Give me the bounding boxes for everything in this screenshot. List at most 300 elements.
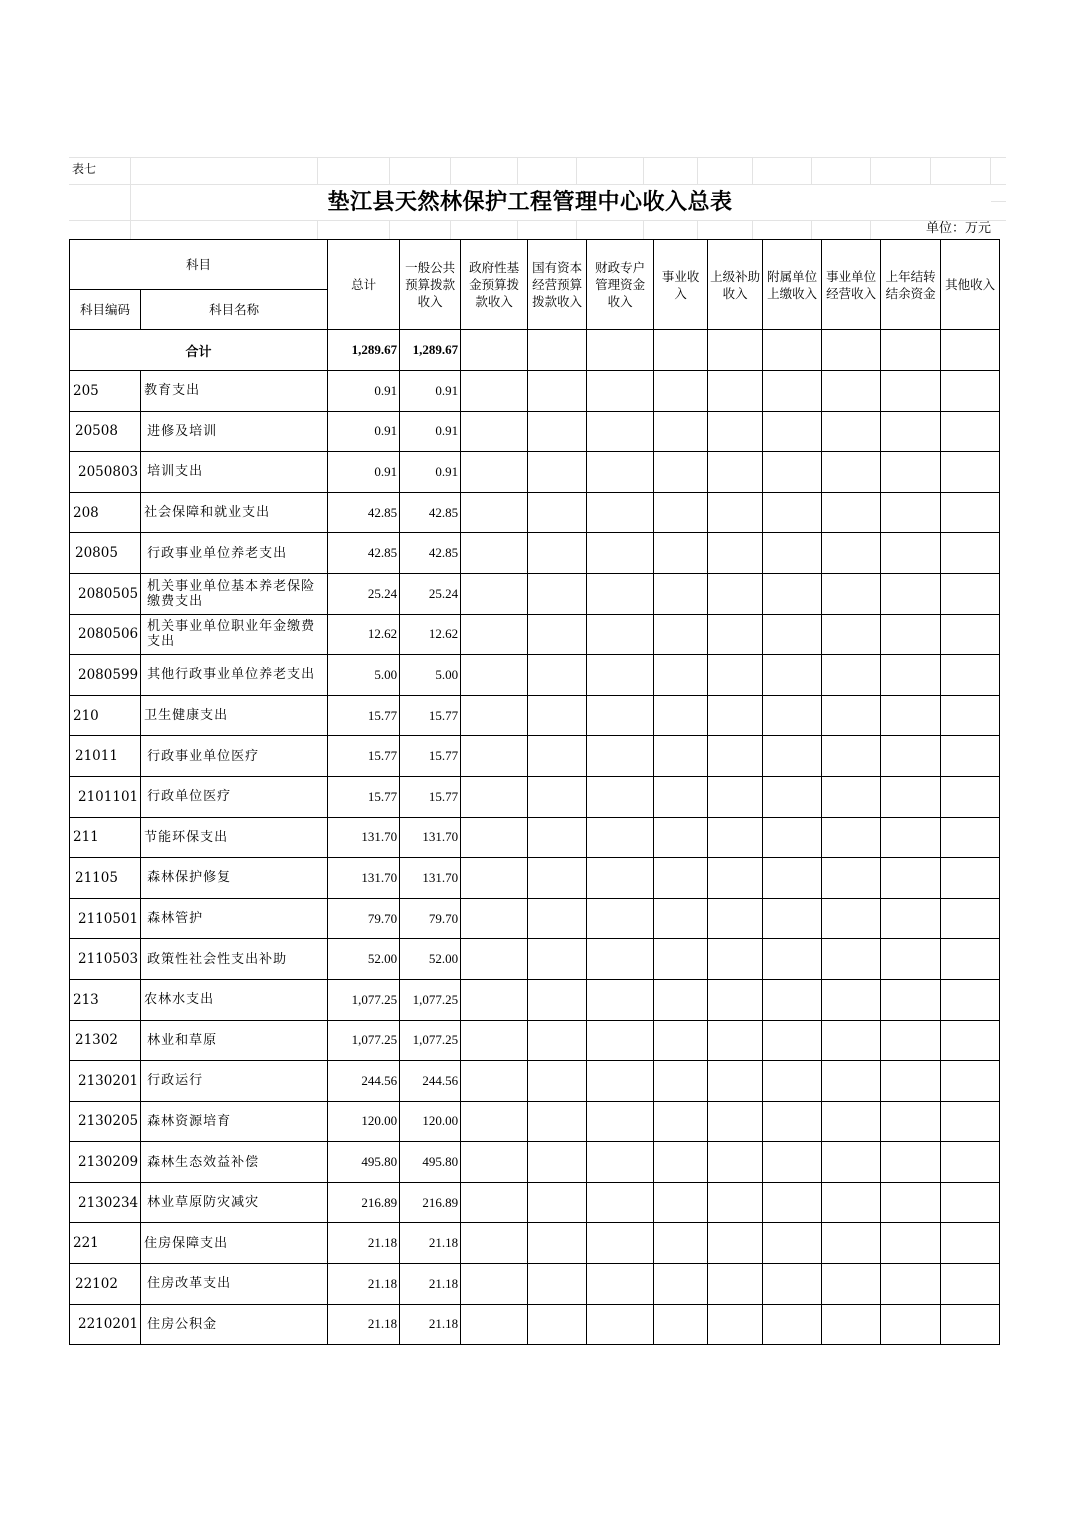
row-total: 244.56 [328, 1061, 400, 1102]
empty-cell [528, 573, 587, 614]
empty-cell [763, 736, 822, 777]
empty-cell [881, 736, 941, 777]
empty-cell [941, 655, 1000, 696]
empty-cell [941, 452, 1000, 493]
row-code: 2130209 [70, 1142, 141, 1183]
empty-cell [587, 492, 654, 533]
empty-cell [654, 1020, 708, 1061]
empty-cell [822, 898, 881, 939]
empty-cell [822, 776, 881, 817]
empty-cell [587, 614, 654, 655]
empty-cell [461, 695, 528, 736]
row-general-budget: 0.91 [400, 452, 461, 493]
empty-cell [941, 1101, 1000, 1142]
empty-cell [528, 614, 587, 655]
row-name: 机关事业单位职业年金缴费支出 [141, 614, 328, 655]
row-total: 79.70 [328, 898, 400, 939]
header-fiscal-special: 财政专户管理资金收入 [587, 240, 654, 330]
empty-cell [528, 533, 587, 574]
row-general-budget: 42.85 [400, 492, 461, 533]
empty-cell [763, 492, 822, 533]
row-name: 林业草原防灾减灾 [141, 1182, 328, 1223]
table-row [70, 655, 1000, 696]
row-general-budget: 5.00 [400, 655, 461, 696]
empty-cell [941, 898, 1000, 939]
empty-cell [941, 1061, 1000, 1102]
empty-cell [822, 411, 881, 452]
empty-cell [763, 1182, 822, 1223]
row-name: 社会保障和就业支出 [141, 492, 328, 533]
table-row [70, 776, 1000, 817]
empty-cell [881, 573, 941, 614]
empty-cell [528, 1142, 587, 1183]
empty-cell [461, 1020, 528, 1061]
table-row [70, 1264, 1000, 1305]
empty-cell [881, 1101, 941, 1142]
row-code: 208 [70, 492, 141, 533]
empty-cell [708, 695, 763, 736]
empty-cell [461, 573, 528, 614]
empty-cell [587, 1304, 654, 1345]
empty-cell [587, 695, 654, 736]
empty-cell [654, 1182, 708, 1223]
row-code: 20508 [70, 411, 141, 452]
empty-cell [708, 533, 763, 574]
empty-cell [941, 1182, 1000, 1223]
empty-cell [654, 411, 708, 452]
empty-cell [461, 1223, 528, 1264]
row-total: 21.18 [328, 1264, 400, 1305]
empty-cell [528, 736, 587, 777]
table-row [70, 817, 1000, 858]
empty-cell [708, 736, 763, 777]
empty-cell [528, 411, 587, 452]
row-code: 210 [70, 695, 141, 736]
empty-cell [587, 1061, 654, 1102]
empty-cell [587, 1020, 654, 1061]
header-subject-name: 科目名称 [141, 290, 328, 330]
empty-cell [822, 979, 881, 1020]
row-general-budget: 79.70 [400, 898, 461, 939]
empty-cell [528, 371, 587, 412]
empty-cell [587, 979, 654, 1020]
empty-cell [763, 1020, 822, 1061]
empty-cell [941, 858, 1000, 899]
empty-cell [654, 1061, 708, 1102]
row-name: 住房改革支出 [141, 1264, 328, 1305]
table-row [70, 898, 1000, 939]
row-code: 21011 [70, 736, 141, 777]
empty-cell [763, 1223, 822, 1264]
total-row [70, 330, 1000, 371]
empty-cell [881, 776, 941, 817]
empty-cell [763, 1304, 822, 1345]
row-general-budget: 131.70 [400, 858, 461, 899]
empty-cell [708, 979, 763, 1020]
row-name: 机关事业单位基本养老保险缴费支出 [141, 573, 328, 614]
empty-cell [881, 655, 941, 696]
row-name: 其他行政事业单位养老支出 [141, 655, 328, 696]
empty-cell [528, 1304, 587, 1345]
empty-cell [881, 533, 941, 574]
empty-cell [941, 371, 1000, 412]
table-row [70, 533, 1000, 574]
empty-cell [461, 898, 528, 939]
row-name: 行政事业单位养老支出 [141, 533, 328, 574]
table-row [70, 371, 1000, 412]
empty-cell [708, 573, 763, 614]
row-general-budget: 12.62 [400, 614, 461, 655]
empty-cell [881, 817, 941, 858]
empty-cell [587, 776, 654, 817]
row-total: 120.00 [328, 1101, 400, 1142]
row-name: 森林保护修复 [141, 858, 328, 899]
empty-cell [763, 939, 822, 980]
empty-cell [528, 939, 587, 980]
row-total: 42.85 [328, 533, 400, 574]
empty-cell [822, 695, 881, 736]
empty-cell [763, 533, 822, 574]
empty-cell [708, 655, 763, 696]
empty-cell [587, 1182, 654, 1223]
empty-cell [941, 817, 1000, 858]
empty-cell [763, 614, 822, 655]
empty-cell [461, 817, 528, 858]
empty-cell [528, 492, 587, 533]
empty-cell [461, 492, 528, 533]
empty-cell [822, 492, 881, 533]
empty-cell [941, 1264, 1000, 1305]
row-name: 森林资源培育 [141, 1101, 328, 1142]
empty-cell [881, 411, 941, 452]
row-total: 216.89 [328, 1182, 400, 1223]
empty-cell [708, 1223, 763, 1264]
row-name: 教育支出 [141, 371, 328, 412]
empty-cell [941, 1020, 1000, 1061]
empty-cell [528, 898, 587, 939]
empty-cell [587, 1101, 654, 1142]
empty-cell [654, 817, 708, 858]
table-row [70, 492, 1000, 533]
row-total: 15.77 [328, 695, 400, 736]
empty-cell [461, 858, 528, 899]
empty-cell [654, 939, 708, 980]
empty-cell [822, 614, 881, 655]
empty-cell [528, 655, 587, 696]
header-gov-fund: 政府性基金预算拨款收入 [461, 240, 528, 330]
row-general-budget: 21.18 [400, 1264, 461, 1305]
row-total: 25.24 [328, 573, 400, 614]
empty-cell [708, 1020, 763, 1061]
row-general-budget: 1,077.25 [400, 979, 461, 1020]
empty-cell [941, 1304, 1000, 1345]
empty-cell [941, 1142, 1000, 1183]
empty-cell [708, 817, 763, 858]
row-code: 20805 [70, 533, 141, 574]
empty-cell [881, 452, 941, 493]
row-name: 住房保障支出 [141, 1223, 328, 1264]
empty-cell [881, 371, 941, 412]
empty-cell [461, 411, 528, 452]
empty-cell [587, 939, 654, 980]
row-total: 495.80 [328, 1142, 400, 1183]
empty-cell [708, 1304, 763, 1345]
empty-cell [708, 776, 763, 817]
empty-cell [654, 1264, 708, 1305]
row-total: 5.00 [328, 655, 400, 696]
empty-cell [763, 1142, 822, 1183]
row-name: 森林管护 [141, 898, 328, 939]
table-row [70, 736, 1000, 777]
empty-cell [763, 371, 822, 412]
row-name: 政策性社会性支出补助 [141, 939, 328, 980]
row-code: 2110503 [70, 939, 141, 980]
empty-cell [822, 736, 881, 777]
row-total: 21.18 [328, 1223, 400, 1264]
row-name: 农林水支出 [141, 979, 328, 1020]
empty-cell [881, 1142, 941, 1183]
empty-cell [654, 776, 708, 817]
header-affiliated-payment: 附属单位上缴收入 [763, 240, 822, 330]
empty-cell [708, 1101, 763, 1142]
empty-cell [654, 898, 708, 939]
row-total: 1,077.25 [328, 1020, 400, 1061]
row-total: 1,077.25 [328, 979, 400, 1020]
empty-cell [822, 533, 881, 574]
header-business-operation: 事业单位经营收入 [822, 240, 881, 330]
empty-cell [881, 979, 941, 1020]
row-general-budget: 52.00 [400, 939, 461, 980]
empty-cell [822, 452, 881, 493]
table-row [70, 979, 1000, 1020]
empty-cell [654, 533, 708, 574]
unit-label: 单位：万元 [925, 221, 991, 236]
table-row [70, 1020, 1000, 1061]
row-general-budget: 1,077.25 [400, 1020, 461, 1061]
empty-cell [941, 776, 1000, 817]
empty-cell [528, 1061, 587, 1102]
empty-cell [763, 776, 822, 817]
row-name: 培训支出 [141, 452, 328, 493]
table-row [70, 411, 1000, 452]
empty-cell [461, 1101, 528, 1142]
row-code: 2110501 [70, 898, 141, 939]
empty-cell [708, 614, 763, 655]
row-general-budget: 0.91 [400, 371, 461, 412]
empty-cell [941, 573, 1000, 614]
row-total: 0.91 [328, 411, 400, 452]
page-title: 垫江县天然林保护工程管理中心收入总表 [327, 189, 733, 215]
empty-cell [763, 573, 822, 614]
row-general-budget: 0.91 [400, 411, 461, 452]
empty-cell [822, 1101, 881, 1142]
empty-cell [587, 736, 654, 777]
empty-cell [587, 1264, 654, 1305]
empty-cell [881, 858, 941, 899]
empty-cell [941, 533, 1000, 574]
empty-cell [822, 817, 881, 858]
row-total: 52.00 [328, 939, 400, 980]
income-summary-table [69, 239, 1000, 1345]
empty-cell [461, 1182, 528, 1223]
empty-cell [708, 452, 763, 493]
empty-cell [941, 411, 1000, 452]
empty-cell [654, 736, 708, 777]
empty-cell [822, 655, 881, 696]
empty-cell [941, 979, 1000, 1020]
empty-cell [881, 1304, 941, 1345]
empty-cell [763, 452, 822, 493]
empty-cell [528, 1020, 587, 1061]
row-general-budget: 15.77 [400, 776, 461, 817]
empty-cell [654, 371, 708, 412]
empty-cell [881, 939, 941, 980]
row-total: 0.91 [328, 452, 400, 493]
empty-cell [941, 492, 1000, 533]
empty-cell [708, 898, 763, 939]
header-total: 总计 [328, 240, 400, 330]
row-code: 2080599 [70, 655, 141, 696]
empty-cell [763, 655, 822, 696]
table-row [70, 1223, 1000, 1264]
empty-cell [881, 1264, 941, 1305]
row-total: 131.70 [328, 858, 400, 899]
row-code: 22102 [70, 1264, 141, 1305]
empty-cell [587, 411, 654, 452]
row-name: 卫生健康支出 [141, 695, 328, 736]
empty-cell [881, 1182, 941, 1223]
header-other-income: 其他收入 [941, 240, 1000, 330]
empty-cell [763, 1061, 822, 1102]
row-code: 2080505 [70, 573, 141, 614]
header-general-budget: 一般公共预算拨款收入 [400, 240, 461, 330]
header-state-capital: 国有资本经营预算拨款收入 [528, 240, 587, 330]
empty-cell [654, 858, 708, 899]
empty-cell [587, 452, 654, 493]
row-total: 0.91 [328, 371, 400, 412]
empty-cell [461, 1142, 528, 1183]
empty-cell [941, 614, 1000, 655]
empty-cell [654, 1223, 708, 1264]
row-code: 213 [70, 979, 141, 1020]
row-general-budget: 131.70 [400, 817, 461, 858]
empty-cell [822, 858, 881, 899]
empty-cell [822, 1264, 881, 1305]
empty-cell [461, 371, 528, 412]
row-code: 2130205 [70, 1101, 141, 1142]
empty-cell [822, 1304, 881, 1345]
table-row [70, 695, 1000, 736]
empty-cell [881, 898, 941, 939]
empty-cell [822, 371, 881, 412]
empty-cell [763, 979, 822, 1020]
header-business-income: 事业收入 [654, 240, 708, 330]
row-name: 行政事业单位医疗 [141, 736, 328, 777]
empty-cell [461, 452, 528, 493]
row-code: 2101101 [70, 776, 141, 817]
empty-cell [654, 695, 708, 736]
header-subject-group: 科目 [70, 240, 328, 290]
table-row [70, 939, 1000, 980]
empty-cell [461, 1304, 528, 1345]
empty-cell [528, 1264, 587, 1305]
row-code: 211 [70, 817, 141, 858]
row-code: 21105 [70, 858, 141, 899]
empty-cell [708, 371, 763, 412]
empty-cell [763, 858, 822, 899]
table-row [70, 1304, 1000, 1345]
table-row [70, 1101, 1000, 1142]
empty-cell [708, 1061, 763, 1102]
empty-cell [461, 979, 528, 1020]
empty-cell [881, 1223, 941, 1264]
empty-cell [587, 1142, 654, 1183]
empty-cell [461, 655, 528, 696]
row-total: 42.85 [328, 492, 400, 533]
row-general-budget: 120.00 [400, 1101, 461, 1142]
empty-cell [654, 1304, 708, 1345]
general-budget-total-cell: 1,289.67 [400, 330, 461, 371]
empty-cell [587, 858, 654, 899]
table-row [70, 573, 1000, 614]
empty-cell [587, 1223, 654, 1264]
empty-cell [587, 655, 654, 696]
empty-cell [654, 979, 708, 1020]
empty-cell [822, 1020, 881, 1061]
empty-cell [461, 1061, 528, 1102]
empty-cell [461, 939, 528, 980]
empty-cell [763, 817, 822, 858]
empty-cell [763, 898, 822, 939]
table-row [70, 1142, 1000, 1183]
row-general-budget: 15.77 [400, 695, 461, 736]
row-name: 行政单位医疗 [141, 776, 328, 817]
empty-cell [654, 1101, 708, 1142]
empty-cell [941, 939, 1000, 980]
row-general-budget: 495.80 [400, 1142, 461, 1183]
empty-cell [941, 695, 1000, 736]
empty-cell [763, 695, 822, 736]
row-name: 行政运行 [141, 1061, 328, 1102]
row-name: 森林生态效益补偿 [141, 1142, 328, 1183]
row-general-budget: 25.24 [400, 573, 461, 614]
empty-cell [654, 452, 708, 493]
row-code: 221 [70, 1223, 141, 1264]
row-code: 205 [70, 371, 141, 412]
empty-cell [822, 939, 881, 980]
empty-cell [708, 939, 763, 980]
empty-cell [881, 695, 941, 736]
empty-cell [881, 614, 941, 655]
table-row [70, 452, 1000, 493]
empty-cell [528, 452, 587, 493]
row-total: 15.77 [328, 736, 400, 777]
empty-cell [763, 411, 822, 452]
empty-cell [822, 1142, 881, 1183]
total-label: 合计 [70, 330, 328, 371]
row-name: 住房公积金 [141, 1304, 328, 1345]
table-row [70, 858, 1000, 899]
table-label: 表七 [72, 162, 97, 176]
row-code: 2210201 [70, 1304, 141, 1345]
row-name: 进修及培训 [141, 411, 328, 452]
empty-cell [528, 1101, 587, 1142]
empty-cell [461, 776, 528, 817]
row-general-budget: 21.18 [400, 1304, 461, 1345]
empty-cell [587, 573, 654, 614]
header-carryover: 上年结转结余资金 [881, 240, 941, 330]
row-name: 林业和草原 [141, 1020, 328, 1061]
